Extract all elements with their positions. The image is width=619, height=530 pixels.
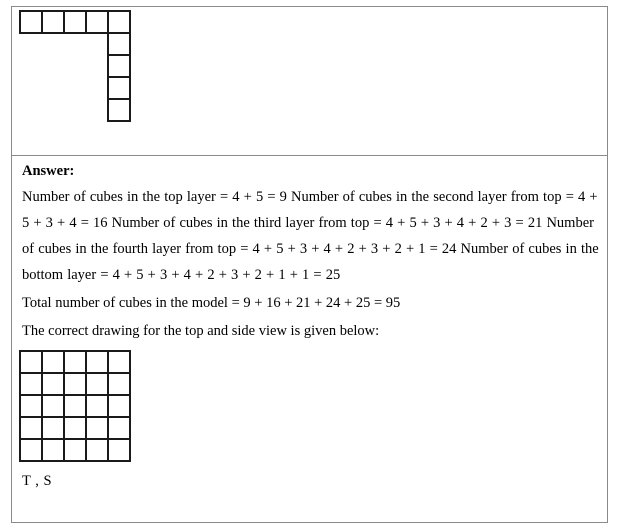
figure-cell	[107, 76, 131, 100]
figure-cell	[41, 438, 65, 462]
figure-cell	[19, 416, 43, 440]
figure-cell	[107, 394, 131, 418]
five-by-five-grid-figure	[19, 350, 144, 470]
top-side-view-label: T , S	[22, 473, 53, 489]
figure-cell	[63, 10, 87, 34]
figure-cell	[19, 10, 43, 34]
figure-cell	[107, 98, 131, 122]
figure-cell	[19, 394, 43, 418]
figure-cell	[63, 350, 87, 374]
figure-cell	[41, 416, 65, 440]
figure-cell	[19, 438, 43, 462]
figure-cell	[41, 372, 65, 396]
figure-cell	[19, 372, 43, 396]
answer-block	[22, 160, 600, 344]
total-cubes-line: Total number of cubes in the model = 9 + 16 + 21 + 24 + 25 = 95	[22, 295, 401, 311]
figure-cell	[107, 438, 131, 462]
figure-cell	[41, 10, 65, 34]
figure-cell	[85, 438, 109, 462]
figure-cell	[107, 416, 131, 440]
figure-cell	[107, 372, 131, 396]
closing-line: The correct drawing for the top and side view is given below:	[22, 323, 380, 339]
figure-cell	[107, 10, 131, 34]
figure-cell	[63, 438, 87, 462]
l-shaped-cube-figure	[19, 10, 149, 140]
figure-cell	[85, 416, 109, 440]
figure-cell	[107, 54, 131, 78]
figure-cell	[41, 350, 65, 374]
figure-cell	[85, 350, 109, 374]
figure-cell	[63, 416, 87, 440]
figure-cell	[107, 32, 131, 56]
figure-cell	[85, 372, 109, 396]
answer-body-paragraph: Number of cubes in the top layer = 4 + 5 = 9 Number of cubes in the second layer from top = 4 + 5 + 3 + 4 = 16 Number of cubes in the third layer from top = 4 + 5 + 3 + 4 + 2 + 3 = 21 Number of cubes in the fourth layer from top = 4 + 5 + 3 + 4 + 2 + 3 + 2 + 1 = 24 Number of cubes in the bottom layer = 4 + 5 + 3 + 4 + 2 + 3 + 2 + 1 + 1 = 25	[22, 189, 599, 283]
figure-cell	[63, 372, 87, 396]
section-divider	[11, 155, 608, 156]
figure-cell	[107, 350, 131, 374]
figure-cell	[41, 394, 65, 418]
answer-heading: Answer:	[22, 163, 75, 179]
figure-cell	[63, 394, 87, 418]
figure-cell	[85, 394, 109, 418]
figure-cell	[19, 350, 43, 374]
figure-cell	[85, 10, 109, 34]
